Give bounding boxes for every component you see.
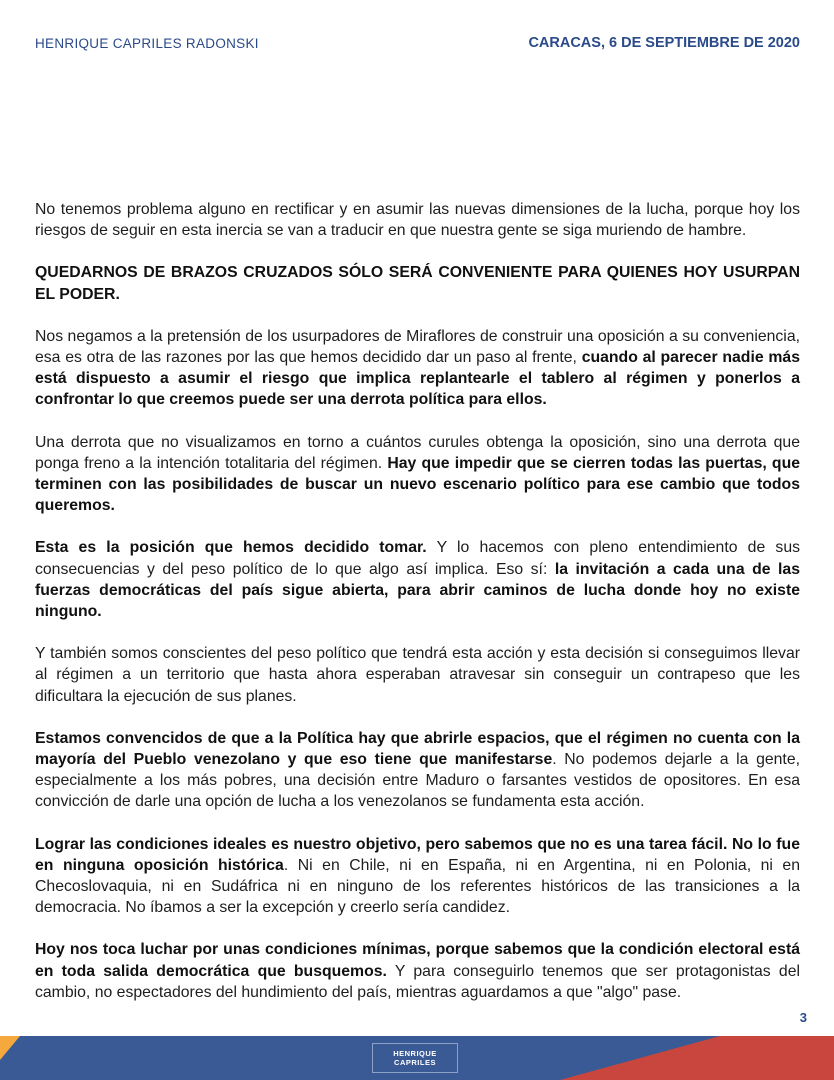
body-paragraph	[35, 326, 800, 411]
footer-logo	[372, 1043, 458, 1073]
body-paragraph	[35, 262, 800, 304]
body-text-run: No tenemos problema alguno en rectificar y en asumir las nuevas dimensiones de la lucha, porque hoy los riesgos de seguir en esta inercia se van a traducir en que nuestra gente se siga muriendo de hambre.	[35, 201, 800, 240]
document-body	[35, 199, 800, 1024]
body-text-run: Y también somos conscientes del peso político que tendrá esta acción y esta decisión si conseguimos llevar al régimen a un territorio que hasta ahora esperaban atravesar sin conseguir un contrapeso que les dificultara la ejecución de sus planes.	[35, 645, 800, 705]
bold-text: Esta es la posición que hemos decidido tomar.	[35, 539, 427, 557]
body-paragraph	[35, 643, 800, 707]
body-text-run: Y lo hacemos con pleno entendimiento de sus consecuencias y del peso político de lo que algo así implica. Eso sí:	[35, 539, 801, 578]
body-paragraph	[35, 537, 800, 622]
body-text-run: . Ni en Chile, ni en España, ni en Argentina, ni en Polonia, ni en Checoslovaquia, ni en Sudáfrica ni en ninguno de los referentes históricos de las transiciones a la democracia. No íbamos a ser la excepción y creerlo sería candidez.	[35, 856, 800, 917]
bold-text: QUEDARNOS DE BRAZOS CRUZADOS SÓLO SERÁ CONVENIENTE PARA QUIENES HOY USURPAN EL PODER.	[35, 264, 800, 303]
bold-text: Hay que impedir que se cierren todas las puertas, que terminen con las posibilidades de buscar un nuevo escenario político para ese cambio que todos queremos.	[35, 454, 800, 515]
header-place-date: CARACAS, 6 DE SEPTIEMBRE DE 2020	[528, 35, 800, 51]
bold-text: la invitación a cada una de las fuerzas democráticas del país sigue abierta, para abrir caminos de lucha donde hoy no existe ninguno.	[35, 560, 800, 621]
body-text-run: Y para conseguirlo tenemos que ser protagonistas del cambio, no espectadores del hundimiento del país, mientras aguardamos a que "algo" pase.	[35, 962, 801, 1001]
bold-text: Estamos convencidos de que a la Política hay que abrirle espacios, que el régimen no cuenta con la mayoría del Pueblo venezolano y que eso tiene que manifestarse	[35, 729, 800, 769]
body-paragraph	[35, 199, 800, 241]
page-number: 3	[799, 1010, 807, 1025]
bold-text: Hoy nos toca luchar por unas condiciones mínimas, porque sabemos que la condición electoral está en toda salida democrática que busquemos.	[35, 941, 800, 980]
bold-text: Lograr las condiciones ideales es nuestro objetivo, pero sabemos que no es una tarea fácil. No lo fue en ninguna oposición histórica	[35, 835, 800, 874]
body-paragraph	[35, 728, 800, 813]
header-author: HENRIQUE CAPRILES RADONSKI	[35, 36, 259, 51]
body-text-run: Una derrota que no visualizamos en torno a cuántos curules obtenga la oposición, sino una derrota que ponga freno a la intención totalitaria del régimen.	[35, 433, 800, 472]
footer-logo-line1: HENRIQUE	[393, 1049, 437, 1058]
body-text-run: . No podemos dejarle a la gente, especialmente a los más pobres, una decisión entre Maduro o farsantes vestidos de opositores. En esa convicción de darle una opción de lucha a los venezolanos se fundamenta esta acción.	[35, 751, 800, 811]
body-paragraph	[35, 939, 800, 1003]
footer-logo-line2: CAPRILES	[394, 1058, 436, 1067]
bold-text: cuando al parecer nadie más está dispuesto a asumir el riesgo que implica replantearle el tablero al régimen y ponerlos a confrontar lo que creemos puede ser una derrota política para ellos.	[35, 349, 800, 409]
body-text-run: Nos negamos a la pretensión de los usurpadores de Miraflores de construir una oposición a su conveniencia, esa es otra de las razones por las que hemos decidido dar un paso al frente,	[35, 327, 800, 367]
body-paragraph	[35, 834, 800, 919]
body-paragraph	[35, 432, 800, 517]
